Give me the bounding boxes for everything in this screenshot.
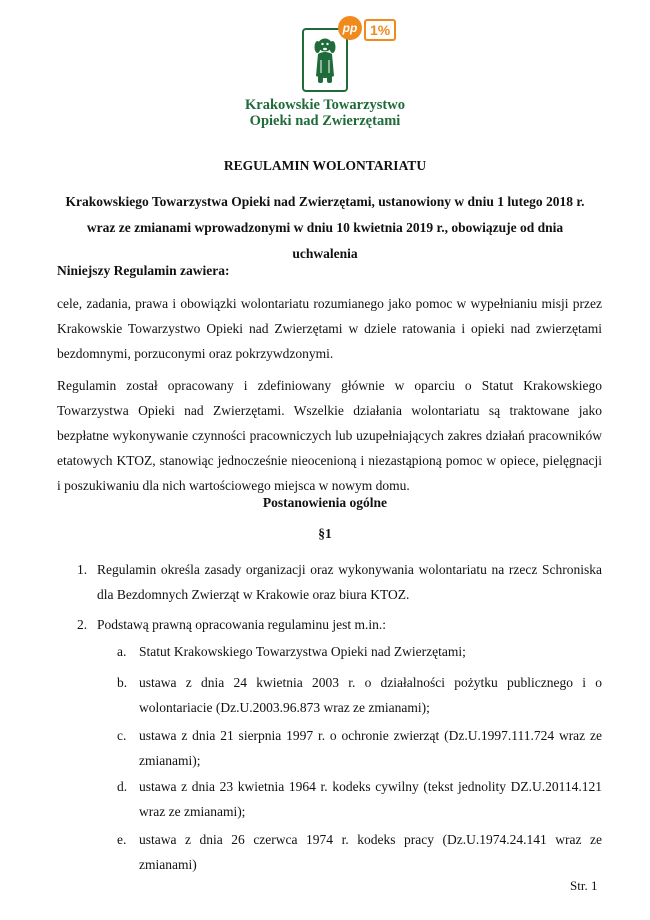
sub-item: ustawa z dnia 21 sierpnia 1997 r. o ochronie zwierząt (Dz.U.1997.111.724 wraz ze zmianami); xyxy=(139,728,602,768)
document-title: REGULAMIN WOLONTARIATU xyxy=(223,158,427,173)
dog-emblem-icon xyxy=(302,28,348,92)
organization-name-line-1: Krakowskie Towarzystwo xyxy=(245,97,405,113)
paragraph-1: cele, zadania, prawa i obowiązki wolontariatu rozumianego jako pomoc w wypełnianiu misji przez Krakowskie Towarzystwo Opieki nad Zwierzętami w dziele ratowania i opieki nad zwierzętami bezdomnymi, porzuconymi oraz pokrzywdzonymi. xyxy=(57,296,602,361)
list-item: Regulamin określa zasady organizacji oraz wykonywania wolontariatu na rzecz Schroniska dla Bezdomnych Zwierząt w Krakowie oraz biura KTOZ. xyxy=(97,562,602,602)
sub-item: ustawa z dnia 24 kwietnia 2003 r. o działalności pożytku publicznego i o wolontariacie (Dz.U.2003.96.873 wraz ze zmianami); xyxy=(139,675,602,715)
one-percent-badge: 1% xyxy=(364,19,396,41)
paragraph-2: Regulamin został opracowany i zdefiniowany głównie w oparciu o Statut Krakowskiego Towarzystwa Opieki nad Zwierzętami. Wszelkie działania wolontariatu są traktowane jako bezpłatne wykonywanie czynności pracowniczych lub uzupełniających zakres działań pracowników etatowych KTOZ, stanowiąc jednocześnie nieocenioną i niezastąpioną pomoc w opiece, pielęgnacji i poszukiwaniu dla nich wartościowego miejsca w nowym domu. xyxy=(57,378,602,493)
sub-item-marker: e. xyxy=(117,832,127,847)
section-number: §1 xyxy=(318,526,332,541)
list-item-marker: 1. xyxy=(77,562,88,577)
sub-item: ustawa z dnia 26 czerwca 1974 r. kodeks pracy (Dz.U.1974.24.141 wraz ze zmianami) xyxy=(139,832,602,872)
sub-item-marker: d. xyxy=(117,779,128,794)
list-item: Podstawą prawną opracowania regulaminu jest m.in.: xyxy=(97,617,387,632)
organization-name xyxy=(225,97,425,129)
pp-badge: pp xyxy=(338,16,362,40)
list-item-marker: 2. xyxy=(77,617,88,632)
organization-name-line-2: Opieki nad Zwierzętami xyxy=(249,113,401,129)
sub-item-marker: b. xyxy=(117,675,128,690)
sub-item-marker: c. xyxy=(117,728,127,743)
page-number: Str. 1 xyxy=(570,878,598,893)
section-heading: Postanowienia ogólne xyxy=(262,495,388,510)
sub-item: ustawa z dnia 23 kwietnia 1964 r. kodeks cywilny (tekst jednolity DZ.U.20114.121 wraz ze zmianami); xyxy=(139,779,602,819)
sub-item: Statut Krakowskiego Towarzystwa Opieki nad Zwierzętami; xyxy=(139,644,466,659)
document-subtitle: Krakowskiego Towarzystwa Opieki nad Zwierzętami, ustanowiony w dniu 1 lutego 2018 r. wraz ze zmianami wprowadzonymi w dniu 10 kwietnia 2019 r., obowiązuje od dnia uchwalenia xyxy=(65,194,585,261)
sub-item-marker: a. xyxy=(117,644,127,659)
intro-heading: Niniejszy Regulamin zawiera: xyxy=(57,263,230,278)
